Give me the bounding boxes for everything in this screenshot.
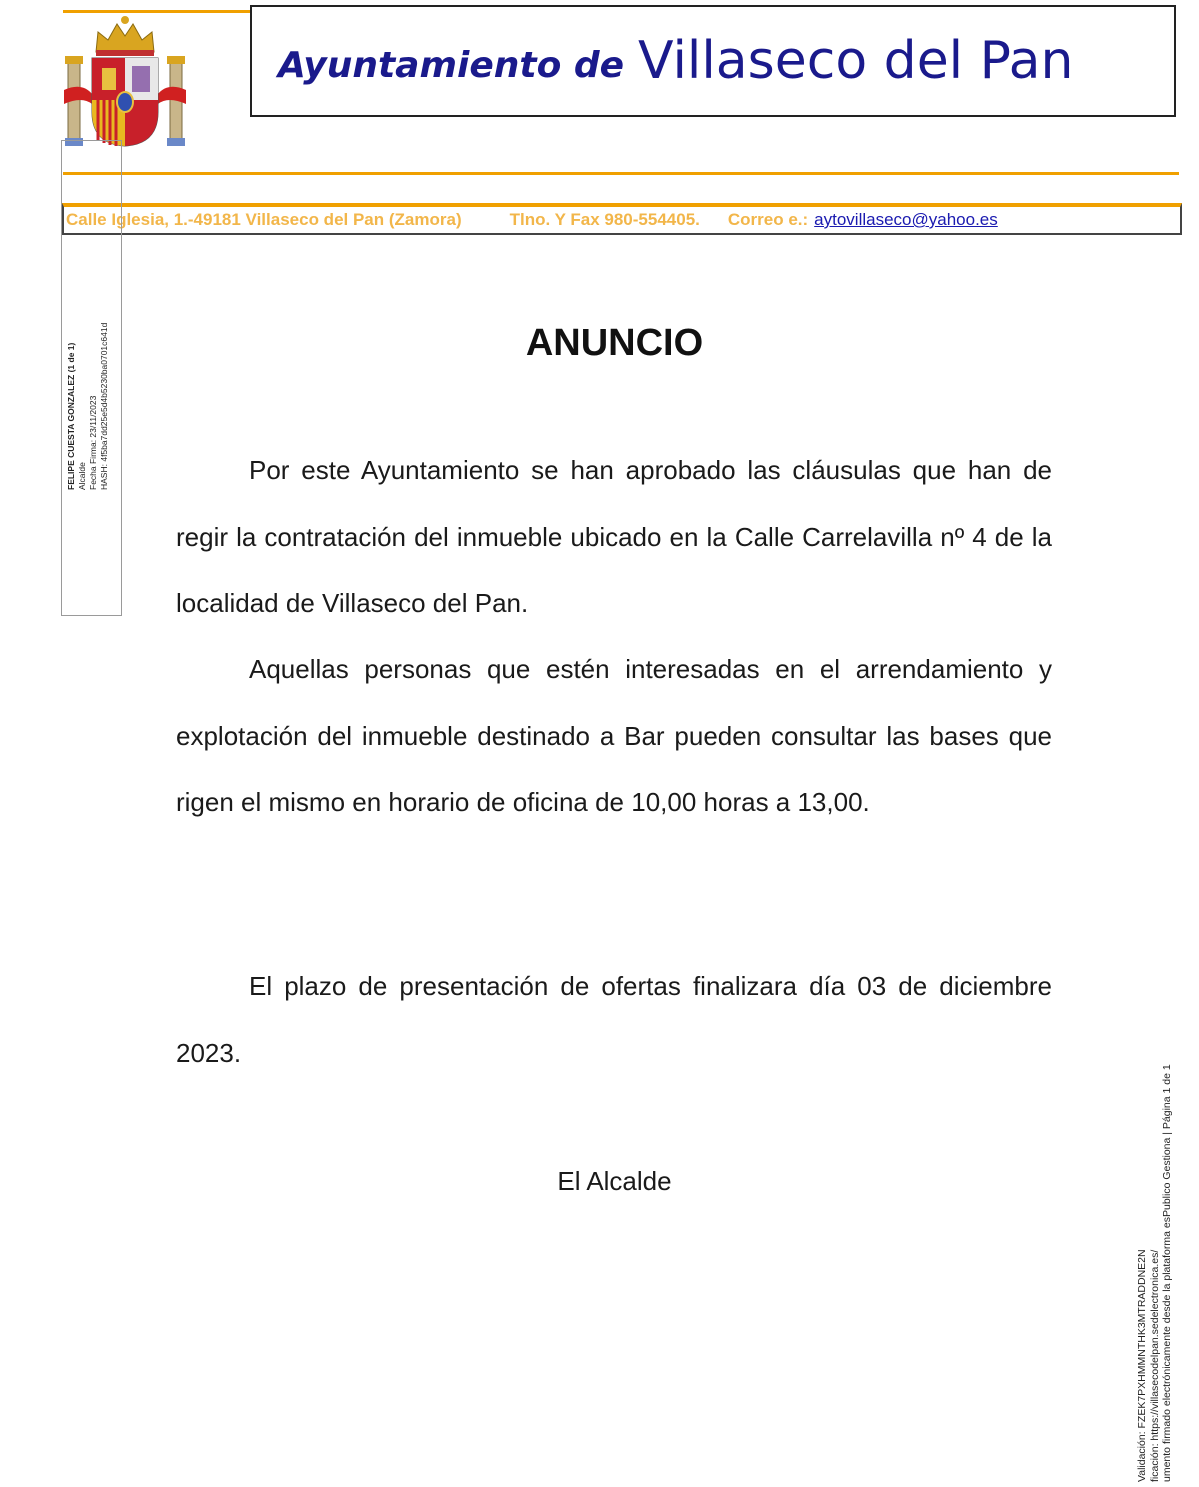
validation-signed: umento firmado electrónicamente desde la plataforma esPublico Gestiona | Página 1 de 1 xyxy=(1161,1064,1173,1482)
paragraph-consultation: Aquellas personas que estén interesadas en el arrendamiento y explotación del inmueble destinado a Bar pueden consultar las bases que rigen el mismo en horario de oficina de 10,00 horas a 13,00. xyxy=(176,654,1052,817)
paragraph-deadline: El plazo de presentación de ofertas finalizara día 03 de diciembre 2023. xyxy=(176,971,1052,1068)
validation-url: ficación: https://villasecodelpan.sedelectronica.es/ xyxy=(1148,1249,1161,1482)
title-prefix: Ayuntamiento de xyxy=(278,44,625,86)
phone-text: Tlno. Y Fax 980-554405. xyxy=(509,210,700,229)
address-text: Calle Iglesia, 1.-49181 Villaseco del Pan (Zamora) xyxy=(66,210,462,229)
middle-rule xyxy=(63,172,1179,175)
validation-code: Validación: FZEK7PXHMMNTHK3MTRADDNE2N xyxy=(1136,1249,1148,1482)
signer-name: FELIPE CUESTA GONZALEZ (1 de 1) xyxy=(66,342,76,490)
signer-role: Alcalde xyxy=(77,462,87,490)
address-bar xyxy=(62,203,1182,235)
signature-hash: HASH: 4f5ba7dd25e5d4b5230ba0701c641d xyxy=(99,322,109,490)
coat-of-arms-icon xyxy=(62,12,188,152)
title-main: Villaseco del Pan xyxy=(638,31,1074,91)
title-box xyxy=(250,5,1176,117)
paragraph-clauses: Por este Ayuntamiento se han aprobado las cláusulas que han de regir la contratación del inmueble ubicado en la Calle Carrelavilla nº 4 de la localidad de Villaseco del Pan. xyxy=(176,455,1052,618)
document-heading: ANUNCIO xyxy=(525,322,704,364)
email-link[interactable]: aytovillaseco@yahoo.es xyxy=(814,210,998,229)
signature-date: Fecha Firma: 23/11/2023 xyxy=(88,395,98,490)
validation-text xyxy=(1136,982,1174,1482)
signoff: El Alcalde xyxy=(557,1166,672,1196)
signature-stamp-text xyxy=(66,270,110,490)
email-label: Correo e.: xyxy=(727,210,809,229)
